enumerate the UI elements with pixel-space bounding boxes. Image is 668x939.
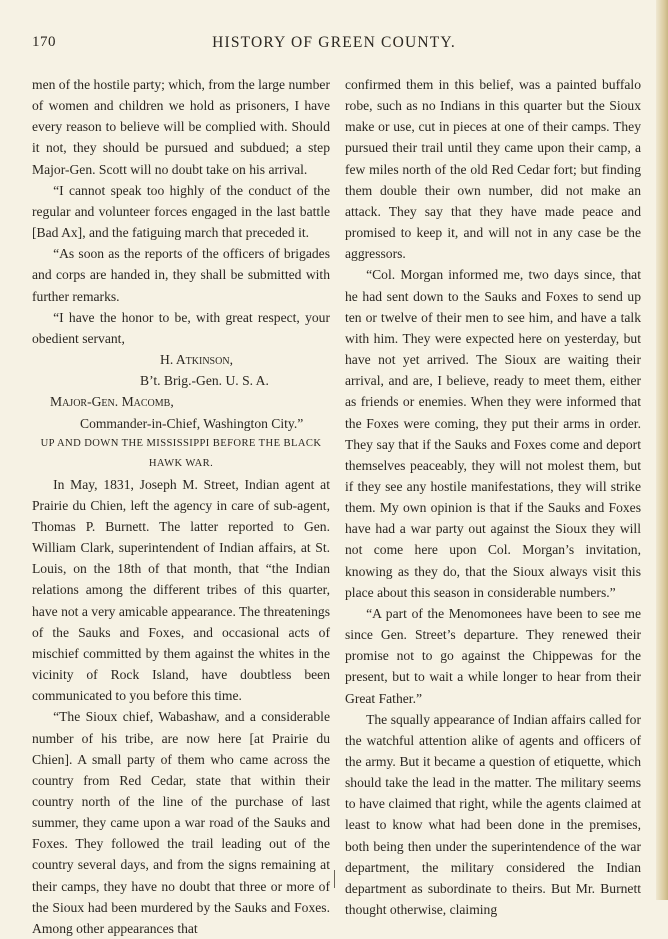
- signature-name: H. Atkinson,: [160, 352, 233, 368]
- page-number: 170: [32, 34, 56, 50]
- paragraph: confirmed them in this belief, was a painted buffalo robe, such as no Indians in this quarter but the Sioux make or use, cut in pieces at one of their camps. They pursued their trail until they came upon their camp, a few miles north of the old Red Cedar fort; but finding them double their own number, did not make an attack. They say that they have made peace and promised to keep it, and will not in any case be the aggressors.: [345, 77, 641, 262]
- paragraph: “Col. Morgan informed me, two days since, that he had sent down to the Sauks and Foxes to send up ten or twelve of their men to see him, and have a talk with him. They were expected here on yesterday, but have not yet arrived. The Sioux are waiting their arrival, and are, I believe, ready to meet them, either as friends or enemies. When they were informed that the Foxes were coming, they put their arms in order. They say that if the Sauks and Foxes come and deport themselves peaceably, they will not molest them, but if they see any hostile manifestations, they will strike them. My own opinion is that if the Sauks and Foxes have had a war party out against the Sioux they will not come here upon Col. Morgan’s invitation, knowing as they do, that the Sioux always visit this place about this season in considerable numbers.”: [345, 267, 641, 600]
- addressee-title: Commander-in-Chief, Washington City.”: [80, 415, 304, 431]
- section-heading: UP AND DOWN THE MISSISSIPPI BEFORE THE BLACK HAWK WAR.: [40, 437, 322, 469]
- paragraph: In May, 1831, Joseph M. Street, Indian agent at Prairie du Chien, left the agency in care of sub-agent, Thomas P. Burnett. The latter reported to Gen. William Clark, superintendent of Indian affairs, at St. Louis, on the 18th of that month, that “the Indian relations among the different tribes of this quarter, have not a very amicable appearance. The threatenings of the Sauks and Foxes, and occasional acts of mischief committed by them against the whites in the vicinity of Rock Island, have doubtless been communicated to you before this time.: [32, 476, 330, 704]
- paragraph: men of the hostile party; which, from the large number of women and children we hold as prisoners, I have every reason to believe will be complied with. Should it not, they should be pursued and subdued; a step Major-Gen. Scott will no doubt take on his arrival.: [32, 77, 330, 177]
- right-column: [345, 74, 641, 920]
- running-title: HISTORY OF GREEN COUNTY.: [212, 34, 456, 51]
- left-column: [32, 74, 330, 939]
- paragraph: “The Sioux chief, Wabashaw, and a considerable number of his tribe, are now here [at Prairie du Chien]. A small party of them who came across the country from Red Cedar, state that within their country north of the line of the purchase of last summer, they came upon a war road of the Sauks and Foxes. They followed the trail leading out of the country several days, and from the signs remaining at their camps, they have no doubt that three or more of the Sioux had been murdered by the Sauks and Foxes. Among other appearances that: [32, 709, 330, 936]
- paragraph: “I have the honor to be, with great respect, your obedient servant,: [32, 309, 330, 346]
- page-edge: [656, 0, 668, 900]
- paragraph: The squally appearance of Indian affairs called for the watchful attention alike of agents and officers of the army. But it became a question of etiquette, which should take the lead in the matter. The military seems to have claimed that right, while the agents claimed at least to know what had been done in the premises, both being then under the superintendence of the war department, the military considered the Indian department as subordinate to theirs. But Mr. Burnett thought otherwise, claiming: [345, 711, 641, 918]
- signature-title: B’t. Brig.-Gen. U. S. A.: [140, 373, 269, 389]
- paragraph: “A part of the Menomonees have been to see me since Gen. Street’s departure. They renewed their promise not to go against the Chippewas for the present, but to wait a while longer to hear from their Great Father.”: [345, 605, 641, 706]
- paragraph: “As soon as the reports of the officers of brigades and corps are handed in, they shall be submitted with further remarks.: [32, 246, 330, 304]
- paragraph: “I cannot speak too highly of the conduct of the regular and volunteer forces engaged in the last battle [Bad Ax], and the fatiguing march that preceded it.: [32, 182, 330, 241]
- column-rule: [334, 870, 335, 888]
- page-header: [32, 34, 636, 56]
- addressee-name: Major-Gen. Macomb,: [50, 394, 174, 410]
